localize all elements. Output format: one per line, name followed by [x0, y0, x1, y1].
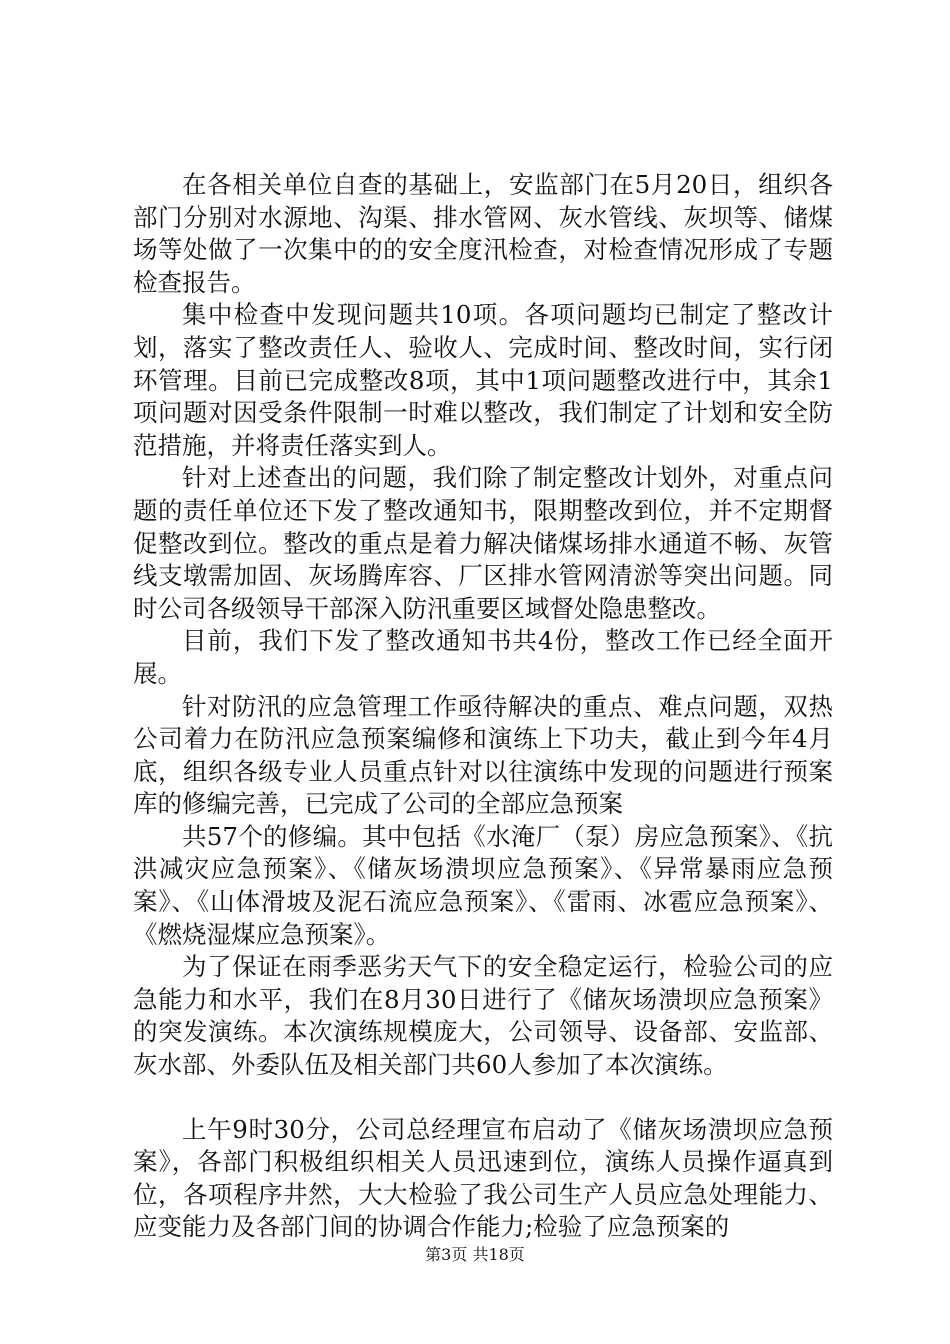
page-number-footer: 第3页 共18页: [425, 1245, 525, 1264]
paragraph-plan-list: 共57个的修编。其中包括《水淹厂（泵）房应急预案》、《抗洪减灾应急预案》、《储灰场溃坝应急预案》、《异常暴雨应急预案》、《山体滑坡及泥石流应急预案》、《雷雨、冰雹应急预案》、《燃烧湿煤应急预案》。: [133, 821, 833, 949]
paragraph-inspection: 在各相关单位自查的基础上，安监部门在5月20日，组织各部门分别对水源地、沟渠、排水管网、灰水管线、灰坝等、储煤场等处做了一次集中的的安全度汛检查，对检查情况形成了专题检查报告。: [133, 170, 833, 297]
paragraph-notices: 目前，我们下发了整改通知书共4份，整改工作已经全面开展。: [133, 626, 833, 688]
document-body: [133, 169, 833, 1244]
paragraph-rectification: 针对上述查出的问题，我们除了制定整改计划外，对重点问题的责任单位还下发了整改通知书，限期整改到位，并不定期督促整改到位。整改的重点是着力解决储煤场排水通道不畅、灰管线支墩需加固、灰场腾库容、厂区排水管网清淤等突出问题。同时公司各级领导干部深入防汛重要区域督处隐患整改。: [133, 463, 833, 623]
paragraph-drill: 为了保证在雨季恶劣天气下的安全稳定运行，检验公司的应急能力和水平，我们在8月30日进行了《储灰场溃坝应急预案》的突发演练。本次演练规模庞大，公司领导、设备部、安监部、灰水部、外委队伍及相关部门共60人参加了本次演练。: [133, 952, 833, 1080]
paragraph-drill-start: 上午9时30分，公司总经理宣布启动了《储灰场溃坝应急预案》，各部门积极组织相关人员迅速到位，演练人员操作逼真到位，各项程序井然，大大检验了我公司生产人员应急处理能力、应变能力及各部门间的协调合作能力;检验了应急预案的: [133, 1114, 833, 1242]
paragraph-emergency-management: 针对防汛的应急管理工作亟待解决的重点、难点问题，双热公司着力在防汛应急预案编修和演练上下功夫，截止到今年4月底，组织各级专业人员重点针对以往演练中发现的问题进行预案库的修编完善，已完成了公司的全部应急预案: [133, 691, 833, 819]
paragraph-gap: [133, 1082, 833, 1114]
paragraph-issues-found: 集中检查中发现问题共10项。各项问题均已制定了整改计划，落实了整改责任人、验收人、完成时间、整改时间，实行闭环管理。目前已完成整改8项，其中1项问题整改进行中，其余1项问题对因受条件限制一时难以整改，我们制定了计划和安全防范措施，并将责任落实到人。: [133, 300, 833, 460]
